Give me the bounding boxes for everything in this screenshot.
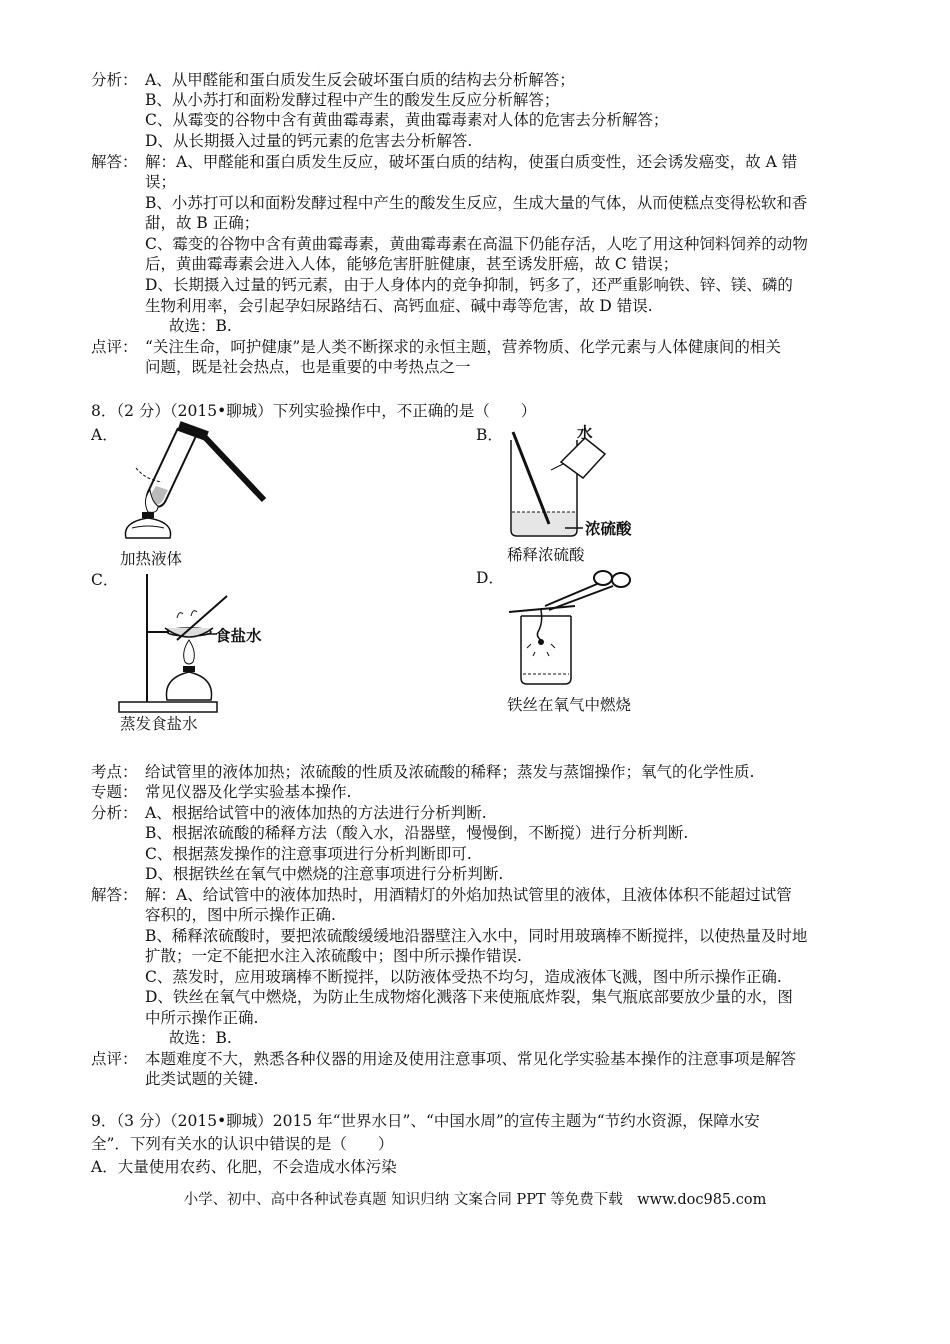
- label-water: 水: [577, 423, 593, 442]
- analysis-label: 分析：: [91, 804, 138, 822]
- answer-line: 生物利用率，会引起孕妇尿路结石、高钙血症、碱中毒等危害，故 D 错误.: [145, 297, 653, 315]
- answer-line: 扩散；一定不能把水注入浓硫酸中；图中所示操作错误.: [145, 947, 522, 965]
- question-9-stem: 全”．下列有关水的认识中错误的是（ ）: [91, 1135, 394, 1153]
- analysis-line: B、根据浓硫酸的稀释方法（酸入水，沿器壁，慢慢倒，不断搅）进行分析判断.: [145, 824, 689, 842]
- option-b-letter: B．: [476, 426, 503, 444]
- zhuanti-text: 常见仪器及化学实验基本操作.: [145, 783, 352, 801]
- question-9-option-a: A．大量使用农药、化肥，不会造成水体污染: [91, 1158, 397, 1176]
- answer-line: 误；: [145, 173, 177, 191]
- option-b-caption: 稀释浓硫酸: [507, 546, 585, 564]
- comment-line: 本题难度不大，熟悉各种仪器的用途及使用注意事项、常见化学实验基本操作的注意事项是解答: [145, 1050, 797, 1068]
- comment-label: 点评：: [91, 1050, 138, 1068]
- analysis-line: C、从霉变的谷物中含有黄曲霉毒素，黄曲霉毒素对人体的危害去分析解答；: [145, 111, 669, 129]
- option-d-caption: 铁丝在氧气中燃烧: [507, 696, 632, 714]
- answer-line: 故选：B.: [169, 1029, 232, 1047]
- comment-line: 问题，既是社会热点，也是重要的中考热点之一: [145, 358, 471, 376]
- option-a-caption: 加热液体: [120, 550, 183, 568]
- answer-label: 解答：: [91, 153, 138, 171]
- iron-combustion-figure: [505, 566, 645, 686]
- label-salt-water: 食盐水: [215, 626, 262, 645]
- answer-line: 容积的，图中所示操作正确.: [145, 906, 336, 924]
- analysis-line: A、根据给试管中的液体加热的方法进行分析判断.: [145, 804, 487, 822]
- kaodian-text: 给试管里的液体加热；浓硫酸的性质及浓硫酸的稀释；蒸发与蒸馏操作；氧气的化学性质.: [145, 763, 755, 781]
- page-footer: 小学、初中、高中各种试卷真题 知识归纳 文案合同 PPT 等免费下载 www.doc985.com: [183, 1192, 767, 1208]
- answer-line: 故选：B.: [169, 317, 232, 335]
- option-d-letter: D．: [476, 569, 504, 587]
- option-a-letter: A．: [91, 426, 118, 444]
- comment-line: 此类试题的关键.: [145, 1070, 259, 1088]
- kaodian-label: 考点：: [91, 763, 138, 781]
- answer-line: D、长期摄入过量的钙元素，由于人身体内的竞争抑制，钙多了，还严重影响铁、锌、镁、磷的: [145, 276, 793, 294]
- answer-line: D、铁丝在氧气中燃烧，为防止生成物熔化溅落下来使瓶底炸裂，集气瓶底部要放少量的水，图: [145, 988, 793, 1006]
- answer-line: 后，黄曲霉毒素会进入人体，能够危害肝脏健康，甚至诱发肝癌，故 C 错误；: [145, 255, 679, 273]
- question-9-stem: 9．（3 分）（2015•聊城）2015 年“世界水日”、“中国水周”的宣传主题为“节约水资源，保障水安: [91, 1112, 760, 1130]
- answer-line: 解：A、甲醛能和蛋白质发生反应，破坏蛋白质的结构，使蛋白质变性，还会诱发癌变，故 A 错: [145, 153, 798, 171]
- answer-line: 解：A、给试管中的液体加热时，用酒精灯的外焰加热试管里的液体，且液体体积不能超过试管: [145, 886, 792, 904]
- analysis-label: 分析：: [91, 71, 138, 89]
- analysis-line: C、根据蒸发操作的注意事项进行分析判断即可.: [145, 845, 472, 863]
- analysis-line: D、根据铁丝在氧气中燃烧的注意事项进行分析判断.: [145, 865, 504, 883]
- answer-line: C、蒸发时，应用玻璃棒不断搅拌，以防液体受热不均匀，造成液体飞溅，图中所示操作正确.: [145, 968, 782, 986]
- answer-line: 甜，故 B 正确；: [145, 214, 260, 232]
- comment-line: “关注生命，呵护健康”是人类不断探求的永恒主题，营养物质、化学元素与人体健康间的相关: [145, 338, 781, 356]
- option-c-caption: 蒸发食盐水: [120, 715, 198, 733]
- label-conc-acid: 浓硫酸: [585, 519, 632, 538]
- heating-liquid-figure: [118, 420, 278, 550]
- zhuanti-label: 专题：: [91, 783, 138, 801]
- answer-label: 解答：: [91, 886, 138, 904]
- question-8-stem: 8．（2 分）（2015•聊城）下列实验操作中，不正确的是（ ）: [91, 402, 537, 420]
- answer-line: B、小苏打可以和面粉发酵过程中产生的酸发生反应，生成大量的气体，从而使糕点变得松软和香: [145, 194, 808, 212]
- analysis-line: B、从小苏打和面粉发酵过程中产生的酸发生反应分析解答；: [145, 91, 560, 109]
- answer-line: 中所示操作正确.: [145, 1009, 259, 1027]
- option-c-letter: C．: [91, 571, 119, 589]
- analysis-line: A、从甲醛能和蛋白质发生反会破坏蛋白质的结构去分析解答；: [145, 71, 575, 89]
- answer-line: B、稀释浓硫酸时，要把浓硫酸缓缓地沿器壁注入水中，同时用玻璃棒不断搅拌，以使热量及时地: [145, 927, 808, 945]
- answer-line: C、霉变的谷物中含有黄曲霉毒素，黄曲霉毒素在高温下仍能存活，人吃了用这种饲料饲养的动物: [145, 235, 808, 253]
- comment-label: 点评：: [91, 338, 138, 356]
- analysis-line: D、从长期摄入过量的钙元素的危害去分析解答.: [145, 132, 473, 150]
